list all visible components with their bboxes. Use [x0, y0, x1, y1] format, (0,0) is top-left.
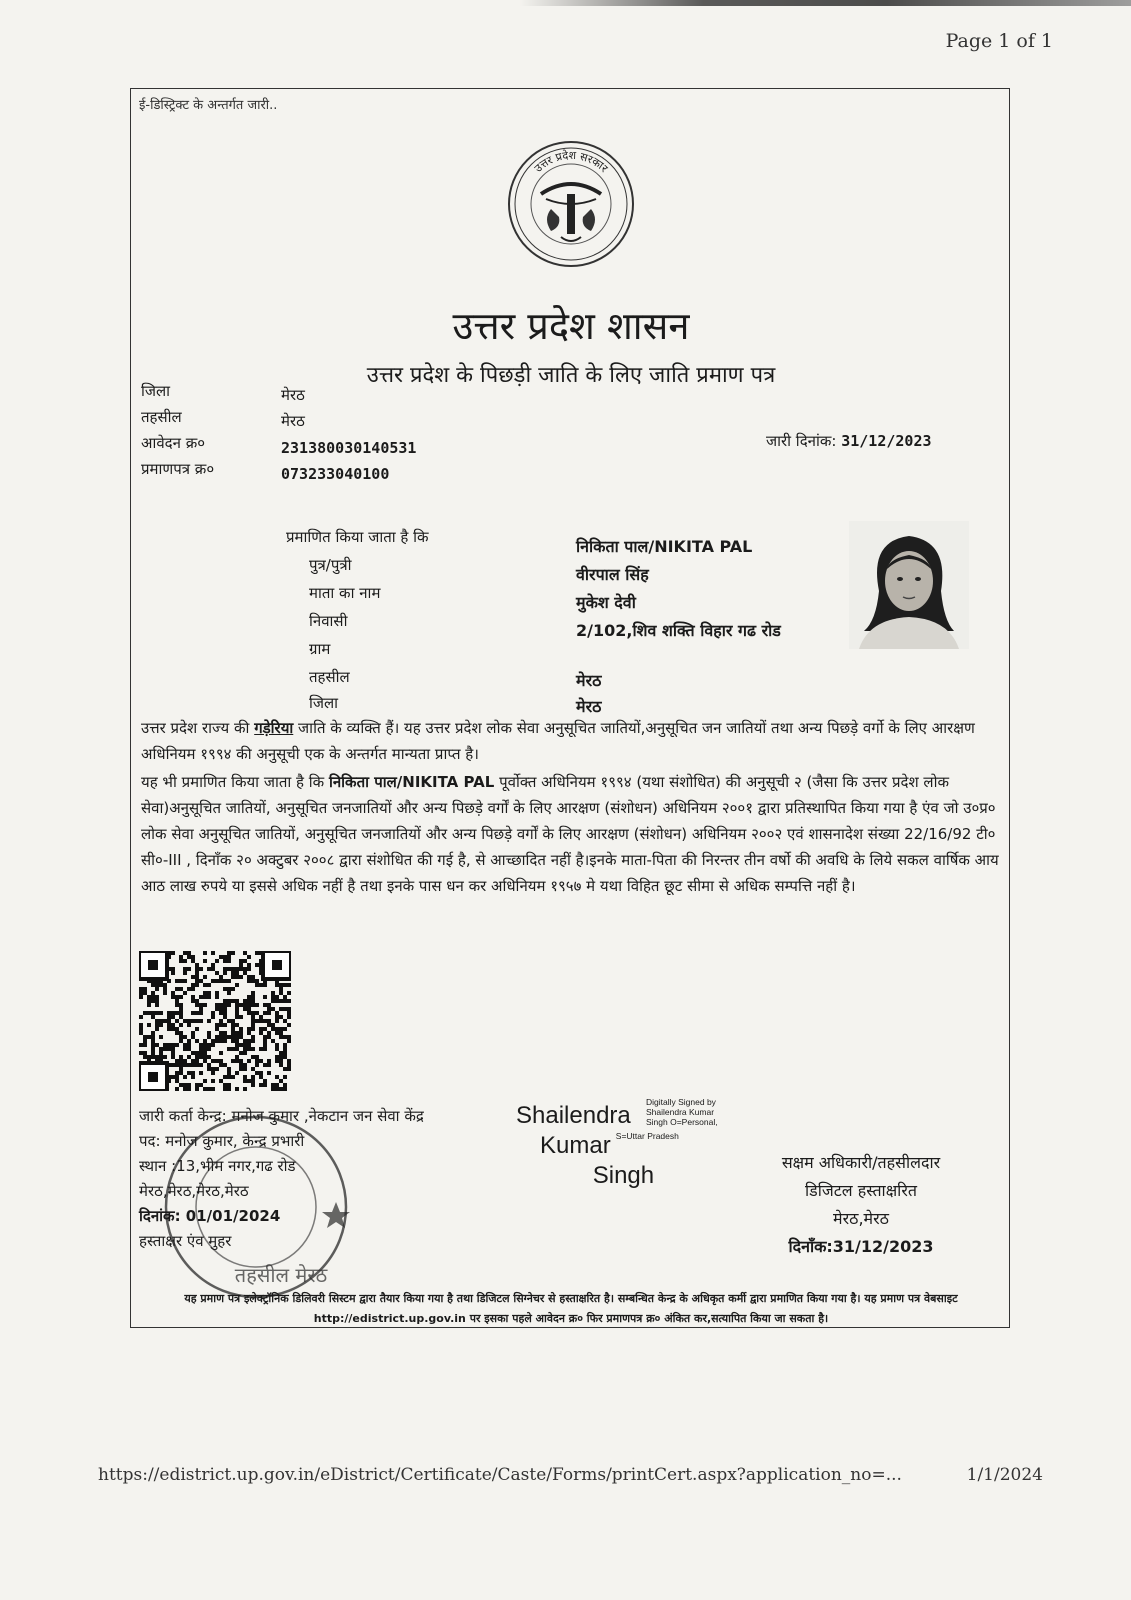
- para2-post: पूर्वोक्त अधिनियम १९९४ (यथा संशोधित) की अनुसूची २ (जैसा कि उत्तर प्रदेश लोक सेवा)अनुसूचित जातियों, अनुसूचित जनजातियों और अन्य पिछड़े वर्गों के लिए आरक्षण (संशोधन) अधिनियम २००१ द्वारा प्रतिस्थापित किया गया है एंव जो उ०प्र० लोक सेवा अनुसूचित जातियों, अनुसूचित जनजातियों और अन्य पिछड़े वर्गों के लिए आरक्षण (संशोधन) अधिनियम २००२ एवं शासनादेश संख्या 22/16/92 टी० सी०-III , दिनाँक २० अक्टुबर २००८ द्वारा संशोधित की गई है, से आच्छादित नहीं है।इनके माता-पिता की निरन्तर तीन वर्षो की अवधि के लिये सकल वार्षिक आय आठ लाख रुपये या इससे अधिक नहीं है तथा इनके पास धन कर अधिनियम १९५७ मे यथा विहित छूट सीमा से अधिक सम्पत्ति नहीं है।: [141, 773, 999, 895]
- mother-label: माता का नाम: [309, 584, 381, 602]
- issuer-block: [139, 1104, 424, 1254]
- sig-name-line1: Shailendra: [516, 1102, 631, 1129]
- certificate-no-value: 073233040100: [281, 465, 390, 483]
- issuer-place2: मेरठ,मेरठ,मेरठ,मेरठ: [139, 1182, 249, 1200]
- authority-block: [731, 1149, 991, 1261]
- issue-date: [766, 431, 932, 451]
- footer-note: यह प्रमाण पत्र इलेक्ट्रॉनिक डिलिवरी सिस्टम द्वारा तैयार किया गया है तथा डिजिटल सिग्नेचर से हस्ताक्षरित है। सम्बन्धित केन्द्र के अधिकृत कर्मी द्वारा प्रमाणित किया गया है। यह प्रमाण पत्र वेबसाइट http://edistrict.up.gov.in पर इसका पहले आवेदन क्र० फिर प्रमाणपत्र क्र० अंकित कर,सत्यापित किया जा सकता है।: [184, 1292, 958, 1325]
- sig-name-line3: Singh: [592, 1162, 655, 1189]
- stamp-text: तहसील मेरठ: [234, 1263, 328, 1287]
- issuer-signature: हस्ताक्षर एंव मुहर: [139, 1232, 232, 1250]
- para1-post: जाति के व्यक्ति हैं। यह उत्तर प्रदेश लोक सेवा अनुसूचित जातियों,अनुसूचित जन जातियों तथा अन्य पिछड़े वर्गो के लिए आरक्षण अधिनियम १९९४ की अनुसूची एक के अन्तर्गत मान्यता प्राप्त है।: [141, 719, 975, 763]
- para1-pre: उत्तर प्रदेश राज्य की: [141, 719, 255, 737]
- svg-text:उत्तर प्रदेश सरकार: [532, 149, 611, 175]
- village-label: ग्राम: [309, 640, 331, 658]
- authority-place: मेरठ,मेरठ: [833, 1209, 889, 1228]
- page-number: Page 1 of 1: [945, 30, 1053, 52]
- district-value: मेरठ: [281, 386, 305, 404]
- certified-label: प्रमाणित किया जाता है कि: [286, 528, 429, 546]
- application-no-label: आवेदन क्र०: [141, 434, 206, 452]
- tehsil-value: मेरठ: [281, 412, 305, 430]
- applicant-photo: [849, 521, 969, 649]
- district-label: जिला: [141, 382, 171, 400]
- caste-paragraph: [141, 715, 1001, 767]
- issuer-place: स्थान :13,भीम नगर,गढ रोड: [139, 1157, 296, 1175]
- application-no-value: 231380030140531: [281, 439, 417, 457]
- digital-signature: [516, 1097, 718, 1191]
- sig-meta1: Digitally Signed by: [646, 1097, 716, 1107]
- applicant-name: निकिता पाल/NIKITA PAL: [576, 537, 753, 556]
- caste-name: गड़ेरिया: [254, 719, 294, 737]
- para2-name: निकिता पाल/NIKITA PAL: [328, 773, 495, 791]
- document-subtitle: उत्तर प्रदेश के पिछड़ी जाति के लिए जाति प्रमाण पत्र: [366, 363, 776, 388]
- details-district-value: मेरठ: [576, 697, 602, 716]
- qr-code: [139, 951, 291, 1091]
- child-of-label: पुत्र/पुत्री: [309, 556, 352, 574]
- issuer-date: दिनांक: 01/01/2024: [139, 1207, 281, 1225]
- tehsil-label: तहसील: [141, 408, 182, 426]
- emblem-text: उत्तर प्रदेश सरकार: [531, 148, 611, 176]
- certificate: [130, 88, 1010, 1328]
- print-date: 1/1/2024: [966, 1465, 1043, 1485]
- resident-label: निवासी: [309, 612, 348, 630]
- issuer-post: पद: मनोज कुमार, केन्द्र प्रभारी: [139, 1132, 305, 1150]
- mother-name: मुकेश देवी: [576, 593, 636, 612]
- state-emblem-icon: [506, 139, 636, 269]
- issue-date-label: जारी दिनांक:: [766, 432, 837, 450]
- sig-meta4: S=Uttar Pradesh: [615, 1131, 679, 1141]
- income-paragraph: [141, 769, 1001, 899]
- resident-address: 2/102,शिव शक्ति विहार गढ रोड: [576, 621, 781, 640]
- sig-meta2: Shailendra Kumar: [646, 1107, 715, 1117]
- details-tehsil-label: तहसील: [309, 668, 350, 686]
- authority-date: दिनाँक:31/12/2023: [788, 1237, 934, 1256]
- para2-pre: यह भी प्रमाणित किया जाता है कि: [141, 773, 329, 791]
- sig-meta: [646, 1097, 766, 1127]
- authority-signed: डिजिटल हस्ताक्षरित: [805, 1181, 917, 1200]
- sig-name-line2: Kumar: [540, 1132, 611, 1159]
- issued-under: ई-डिस्ट्रिक्ट के अन्तर्गत जारी..: [139, 98, 278, 113]
- certificate-no-label: प्रमाणपत्र क्र०: [141, 460, 215, 478]
- issue-date-value: 31/12/2023: [841, 432, 932, 450]
- father-name: वीरपाल सिंह: [576, 565, 649, 584]
- details-tehsil-value: मेरठ: [576, 671, 602, 690]
- scan-edge: [520, 0, 1131, 6]
- issuer-center: जारी कर्ता केन्द्र: मनोज कुमार ,नेकटान जन सेवा केंद्र: [139, 1107, 424, 1125]
- details-district-label: जिला: [309, 694, 339, 712]
- document-title: उत्तर प्रदेश शासन: [452, 304, 690, 348]
- authority-title: सक्षम अधिकारी/तहसीलदार: [781, 1153, 941, 1172]
- print-url: https://edistrict.up.gov.in/eDistrict/Certificate/Caste/Forms/printCert.aspx?application_no=...: [98, 1465, 902, 1485]
- sig-meta3: Singh O=Personal,: [646, 1117, 718, 1127]
